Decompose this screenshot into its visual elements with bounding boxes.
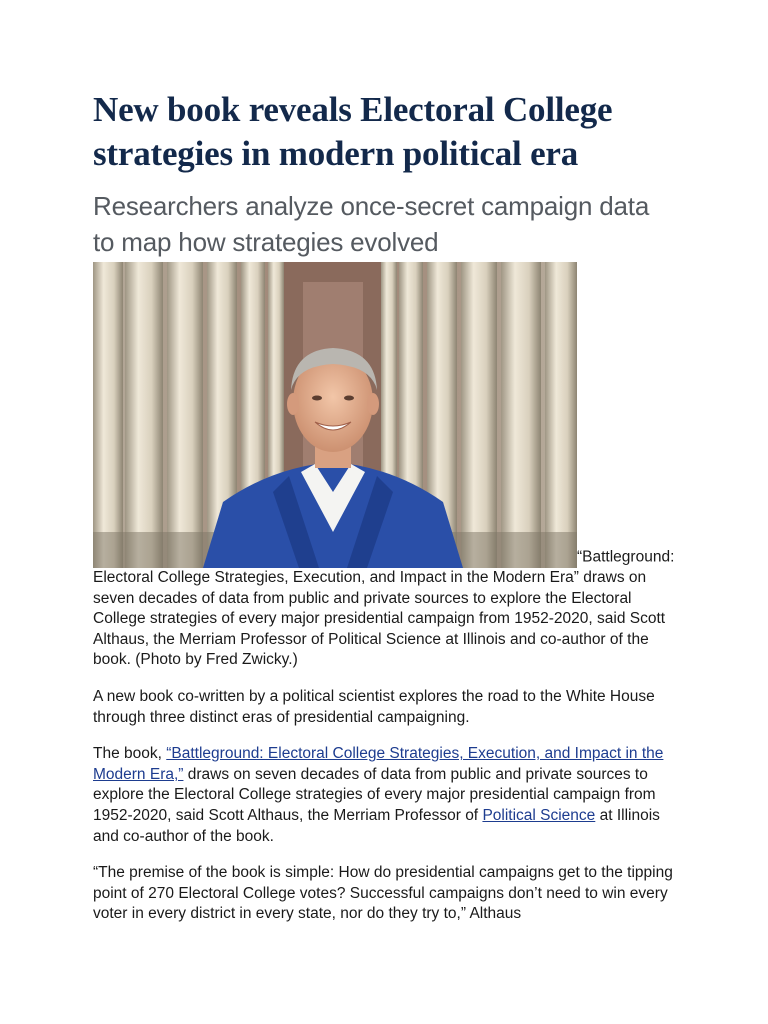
paragraph-intro: A new book co-written by a political scientist explores the road to the White House through three distinct eras of presidential campaigning. [93,687,655,726]
book-title-link[interactable]: “Battleground: Electoral College Strategies, Execution, and Impact in the Modern Era,” [93,745,664,783]
article [93,88,675,925]
paragraph-book-middle: draws on seven decades of data from public and private sources to explore the Electoral College strategies of every major presidential campaign from 1952-2020, said Scott Althaus, the Merriam Professor of [93,765,656,824]
article-subtitle: Researchers analyze once-secret campaign data to map how strategies evolved [93,191,650,257]
paragraph-book [93,744,675,847]
paragraph-book-prefix: The book, [93,745,167,763]
portrait-photo-icon [93,262,577,568]
article-title: New book reveals Electoral College strategies in modern political era [93,90,613,173]
portrait-photo [93,262,577,568]
photo-caption-lead: “Battlegroun [577,548,662,566]
paragraph-book-suffix: at Illinois and co-author of the book. [93,806,660,845]
photo-caption: d: Electoral College Strategies, Execution, and Impact in the Modern Era” draws on seven decades of data from public and private sources to explore the Electoral College strategies of every major presidential campaign from 1952-2020, said Scott Althaus, the Merriam Professor of Political Science at Illinois and co-author of the book. (Photo by Fred Zwicky.) [93,548,675,669]
paragraph-quote: “The premise of the book is simple: How do presidential campaigns get to the tipping point of 270 Electoral College votes? Successful campaigns don’t need to win every voter in every district in every state, nor do they try to,” Althaus [93,864,673,923]
political-science-link[interactable]: Political Science [482,806,596,824]
photo-with-caption [93,262,675,671]
